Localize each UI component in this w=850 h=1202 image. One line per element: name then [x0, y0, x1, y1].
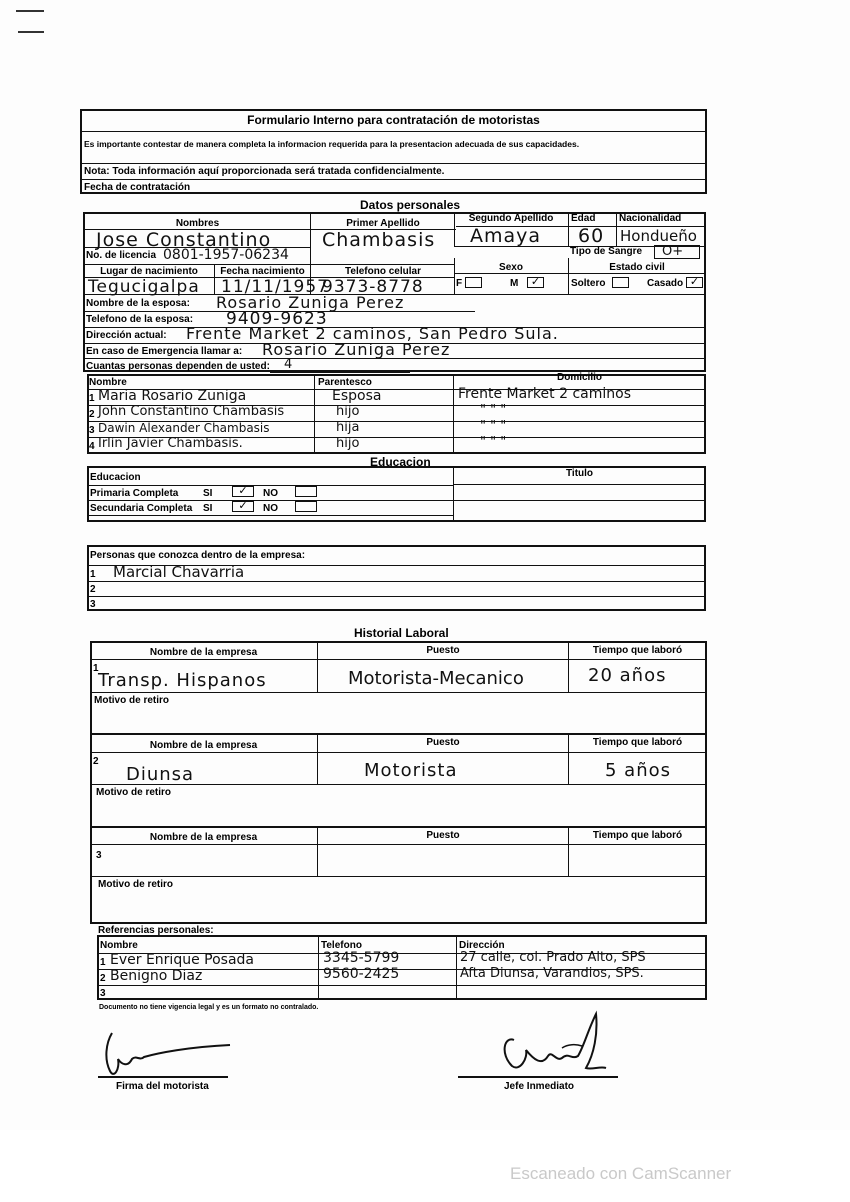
form-note: Nota: Toda información aquí proporcionada será tratada confidencialmente. — [84, 166, 445, 177]
primary-no-label: NO — [263, 488, 278, 499]
dependents-relation-header: Parentesco — [318, 377, 372, 388]
references-name-header: Nombre — [100, 940, 138, 951]
address-label: Dirección actual: — [86, 330, 167, 341]
reason-label: Motivo de retiro — [98, 879, 174, 890]
cell-value: 9373-8778 — [322, 277, 424, 297]
reference-name: Ever Enrique Posada — [110, 952, 254, 968]
position-header: Puesto — [426, 830, 460, 841]
single-checkbox — [612, 277, 629, 288]
dependent-relation: hijo — [336, 404, 360, 419]
references-phone-header: Telefono — [321, 940, 362, 951]
reason-label: Motivo de retiro — [94, 695, 170, 706]
emergency-label: En caso de Emergencia llamar a: — [86, 346, 243, 357]
birthdate-header: Fecha nacimiento — [220, 266, 305, 277]
scanned-page: Formulario Interno para contratación de motoristas Es importante contestar de manera completa la informacion requerida para la presentacion adecuada de sus capacidades. Nota: Toda información aquí proporcionada será tratada confidencialmente. Fecha de contratación Datos personales Nombres Primer Apellido Segundo Apellido Edad Nacionalidad Jose Constantino Chambasis Amaya 60 Hondueño No. de licencia 0801-1957-06234 Tipo de Sangre O+ Lugar de nacimiento Fecha nacimiento Telefono celular Sexo Estado civil Tegucigalpa 11/11/1957 9373-8778 F M ✓ Soltero Casado ✓ Nombre de la esposa: Rosario Zuniga Perez Telefono de la esposa: 9409-9623 Dirección actual: Frente Market 2 caminos, San Pedro Sula. En caso de Emergencia llamar a: Rosario Zuniga Perez Cuantas personas dependen de usted: 4 Nombre Parentesco Domicilio 1 Maria Rosario Zuniga Esposa Frente Market 2 caminos 2 John Constantino Chambasis hijo " " " 3 Dawin Alexander Chambasis hija " " " 4 Irlin Javier Chambasis. hijo " " " Educacion Educacion Titulo Primaria Completa SI ✓ NO Secundaria Completa SI ✓ NO Personas que conozca dentro de la empresa: 1 Marcial Chavarria 2 3 Historial Laboral Nombre de la empresa Puesto Tiempo que laboró 1 Transp. Hispanos Motorista-Mecanico 20 años Motivo de retiro Nombre de la empresa Puesto Tiempo que laboró 2 Diunsa Motorista 5 años Motivo de retiro Nombre de la empresa Puesto Tiempo que laboró 3 Motivo de retiro Referencias personales: Nombre Telefono Dirección 1 Ever Enrique Posada 3345-5799 27 calle, col. Prado Alto, SPS 2 Benigno Diaz 9560-2425 Afta Diunsa, Varandios, SPS. 3 Documento no tiene vigencia legal y es un formato no contralado. Firma del motorista Jefe Inmediato — [0, 0, 850, 1130]
birthdate-value: 11/11/1957 — [221, 277, 329, 297]
job-company: Transp. Hispanos — [98, 670, 267, 691]
spouse-phone-label: Telefono de la esposa: — [86, 314, 194, 325]
blood-type-value: O+ — [662, 244, 684, 259]
blood-type-label: Tipo de Sangre — [570, 246, 643, 257]
cell-header: Telefono celular — [345, 266, 421, 277]
nationality-value: Hondueño — [620, 227, 697, 245]
first-surname-value: Chambasis — [322, 229, 436, 251]
dependent-name: John Constantino Chambasis — [98, 404, 285, 419]
single-label: Soltero — [571, 278, 606, 289]
disclaimer: Documento no tiene vigencia legal y es un formato no contralado. — [99, 1004, 319, 1011]
scan-mark — [18, 31, 44, 33]
contacts-label: Personas que conozca dentro de la empresa: — [90, 550, 306, 561]
sex-m-label: M — [510, 278, 519, 289]
driver-signature-label: Firma del motorista — [116, 1081, 209, 1092]
second-surname-header: Segundo Apellido — [468, 213, 554, 224]
section-education-title: Educacion — [370, 455, 431, 469]
company-header: Nombre de la empresa — [149, 832, 258, 843]
job-time: 20 años — [588, 665, 667, 686]
hire-date-label: Fecha de contratación — [84, 182, 191, 193]
job-position: Motorista-Mecanico — [348, 668, 524, 689]
position-header: Puesto — [426, 737, 460, 748]
first-surname-header: Primer Apellido — [346, 218, 420, 229]
age-header: Edad — [571, 213, 596, 224]
age-value: 60 — [578, 225, 605, 247]
primary-yes-label: SI — [203, 488, 213, 499]
dependent-home: Frente Market 2 caminos — [458, 386, 631, 402]
title-header: Titulo — [565, 468, 594, 479]
dependents-home-header: Domicilio — [556, 372, 602, 383]
emergency-value: Rosario Zuniga Perez — [262, 340, 451, 359]
scan-mark — [16, 10, 44, 12]
dependent-name: Maria Rosario Zuniga — [98, 388, 247, 404]
boss-signature — [490, 1010, 620, 1085]
secondary-yes-checkbox: ✓ — [232, 501, 254, 512]
time-header: Tiempo que laboró — [592, 737, 683, 748]
education-label: Educacion — [90, 472, 141, 483]
address-value: Frente Market 2 caminos, San Pedro Sula. — [186, 324, 559, 343]
nationality-header: Nacionalidad — [619, 213, 682, 224]
form-intro: Es importante contestar de manera completa la informacion requerida para la presentacion adecuada de sus capacidades. — [84, 139, 580, 149]
primary-label: Primaria Completa — [90, 488, 179, 499]
married-label: Casado — [647, 278, 684, 289]
contact-name: Marcial Chavarria — [113, 563, 245, 581]
company-header: Nombre de la empresa — [149, 647, 258, 658]
section-personal-title: Datos personales — [360, 198, 461, 212]
time-header: Tiempo que laboró — [592, 645, 683, 656]
dependent-name: Irlin Javier Chambasis. — [98, 436, 243, 451]
secondary-no-label: NO — [263, 503, 278, 514]
dependents-name-header: Nombre — [89, 377, 127, 388]
spouse-value: Rosario Zuniga Perez — [216, 293, 405, 312]
time-header: Tiempo que laboró — [592, 830, 683, 841]
dependent-relation: Esposa — [332, 388, 382, 404]
boss-signature-label: Jefe Inmediato — [504, 1081, 575, 1092]
job-position: Motorista — [364, 760, 458, 781]
position-header: Puesto — [426, 645, 460, 656]
job-company: Diunsa — [126, 764, 195, 785]
civil-status-header: Estado civil — [609, 262, 665, 273]
sex-m-checkbox: ✓ — [527, 277, 544, 288]
dependents-count-label: Cuantas personas dependen de usted: — [86, 361, 270, 372]
dependent-relation: hija — [336, 420, 360, 435]
company-header: Nombre de la empresa — [149, 740, 258, 751]
dependents-count-value: 4 — [284, 357, 293, 372]
dependent-home: " " " — [480, 419, 507, 434]
reference-phone: 3345-5799 — [323, 950, 400, 966]
second-surname-value: Amaya — [470, 225, 542, 247]
sex-f-label: F — [456, 278, 463, 289]
secondary-yes-label: SI — [203, 503, 213, 514]
dependent-home: " " " — [480, 435, 507, 450]
license-label: No. de licencia — [86, 250, 157, 261]
primary-no-checkbox — [295, 486, 317, 497]
reference-name: Benigno Diaz — [110, 968, 203, 984]
form-title: Formulario Interno para contratación de motoristas — [247, 113, 540, 127]
secondary-no-checkbox — [295, 501, 317, 512]
birthplace-value: Tegucigalpa — [88, 277, 200, 297]
spouse-phone-value: 9409-9623 — [226, 309, 328, 329]
reference-address: 27 calle, col. Prado Alto, SPS — [460, 950, 646, 965]
names-value: Jose Constantino — [96, 229, 272, 251]
names-header: Nombres — [175, 218, 220, 229]
dependent-home: " " " — [480, 403, 507, 418]
dependent-relation: hijo — [336, 436, 360, 451]
section-work-title: Historial Laboral — [354, 626, 449, 640]
reference-address: Afta Diunsa, Varandios, SPS. — [460, 966, 644, 981]
birthplace-header: Lugar de nacimiento — [100, 266, 198, 277]
sex-header: Sexo — [499, 262, 523, 273]
secondary-label: Secundaria Completa — [90, 503, 193, 514]
license-value: 0801-1957-06234 — [163, 247, 289, 263]
references-address-header: Dirección — [459, 940, 505, 951]
job-time: 5 años — [605, 760, 672, 781]
spouse-label: Nombre de la esposa: — [86, 298, 190, 309]
scanner-watermark: Escaneado con CamScanner — [510, 1164, 732, 1183]
reference-phone: 9560-2425 — [323, 966, 400, 982]
sex-f-checkbox — [465, 277, 482, 288]
dependent-name: Dawin Alexander Chambasis — [98, 421, 270, 435]
married-checkbox: ✓ — [686, 277, 703, 288]
reason-label: Motivo de retiro — [96, 787, 172, 798]
references-label: Referencias personales: — [98, 925, 214, 936]
primary-yes-checkbox: ✓ — [232, 486, 254, 497]
